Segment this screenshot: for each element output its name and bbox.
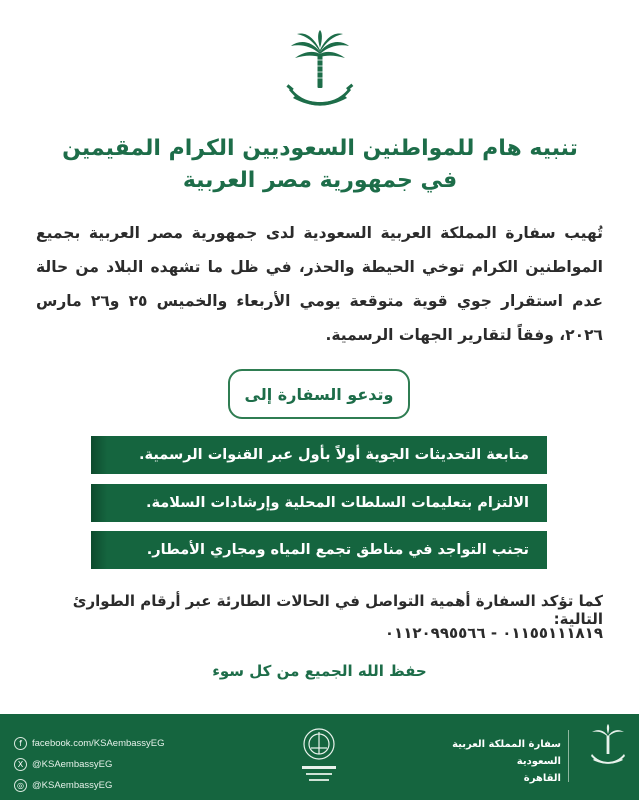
page-title-line-2: في جمهورية مصر العربية [182,168,458,193]
social-links [14,734,165,797]
recommendation-item [91,484,547,522]
invite-heading-box [228,369,410,419]
emergency-contact-text: كما تؤكد السفارة أهمية التواصل في الحالات الطارئة عبر أرقام الطوارئ التالية: [72,592,603,628]
social-link-x[interactable] [14,755,165,773]
social-handle: @KSAembassyEG [32,779,113,791]
invite-label: وتدعو السفارة إلى [244,384,394,404]
social-link-facebook[interactable] [14,734,165,752]
saudi-emblem-small-icon [588,724,628,770]
recommendation-text: تجنب التواجد في مناطق تجمع المياه ومجاري الأمطار. [146,542,529,558]
embassy-name [451,736,561,787]
embassy-name-line-1: سفارة المملكة العربية السعودية [452,739,561,767]
recommendation-item [91,436,547,474]
footer-bar [0,714,639,800]
recommendation-text: الالتزام بتعليمات السلطات المحلية وإرشادات السلامة. [145,495,529,511]
social-link-instagram[interactable] [14,776,165,794]
saudi-emblem-icon [283,30,357,116]
recommendation-text: متابعة التحديثات الجوية أولاً بأول عبر القنوات الرسمية. [139,447,529,463]
facebook-icon: f [14,737,27,750]
ministry-logo-icon [296,724,342,790]
instagram-icon: ◎ [14,779,27,792]
social-handle: facebook.com/KSAembassyEG [32,737,165,749]
recommendation-item [91,531,547,569]
emergency-phone-numbers: ٠١١٥٥١١١٨١٩ - ٠١١٢٠٩٩٥٥٦٦ [384,624,603,642]
announcement-paragraph: تُهيب سفارة المملكة العربية السعودية لدى جمهورية مصر العربية بجميع المواطنين الكرام توخي الحيطة والحذر، في ظل ما تشهده البلاد من حالة عدم استقرار جوي قوية متوقعة يومي الأربعاء والخميس ٢٥ و٢٦ مارس ٢٠٢٦، وفقاً لتقارير الجهات الرسمية. [36,224,604,344]
x-twitter-icon: X [14,758,27,771]
embassy-city: القاهرة [523,773,561,784]
social-handle: @KSAembassyEG [32,758,113,770]
closing-prayer: حفظ الله الجميع من كل سوء [212,662,427,680]
footer-divider [568,730,569,782]
page-title-line-1: تنبيه هام للمواطنين السعوديين الكرام المقيمين [62,136,578,161]
